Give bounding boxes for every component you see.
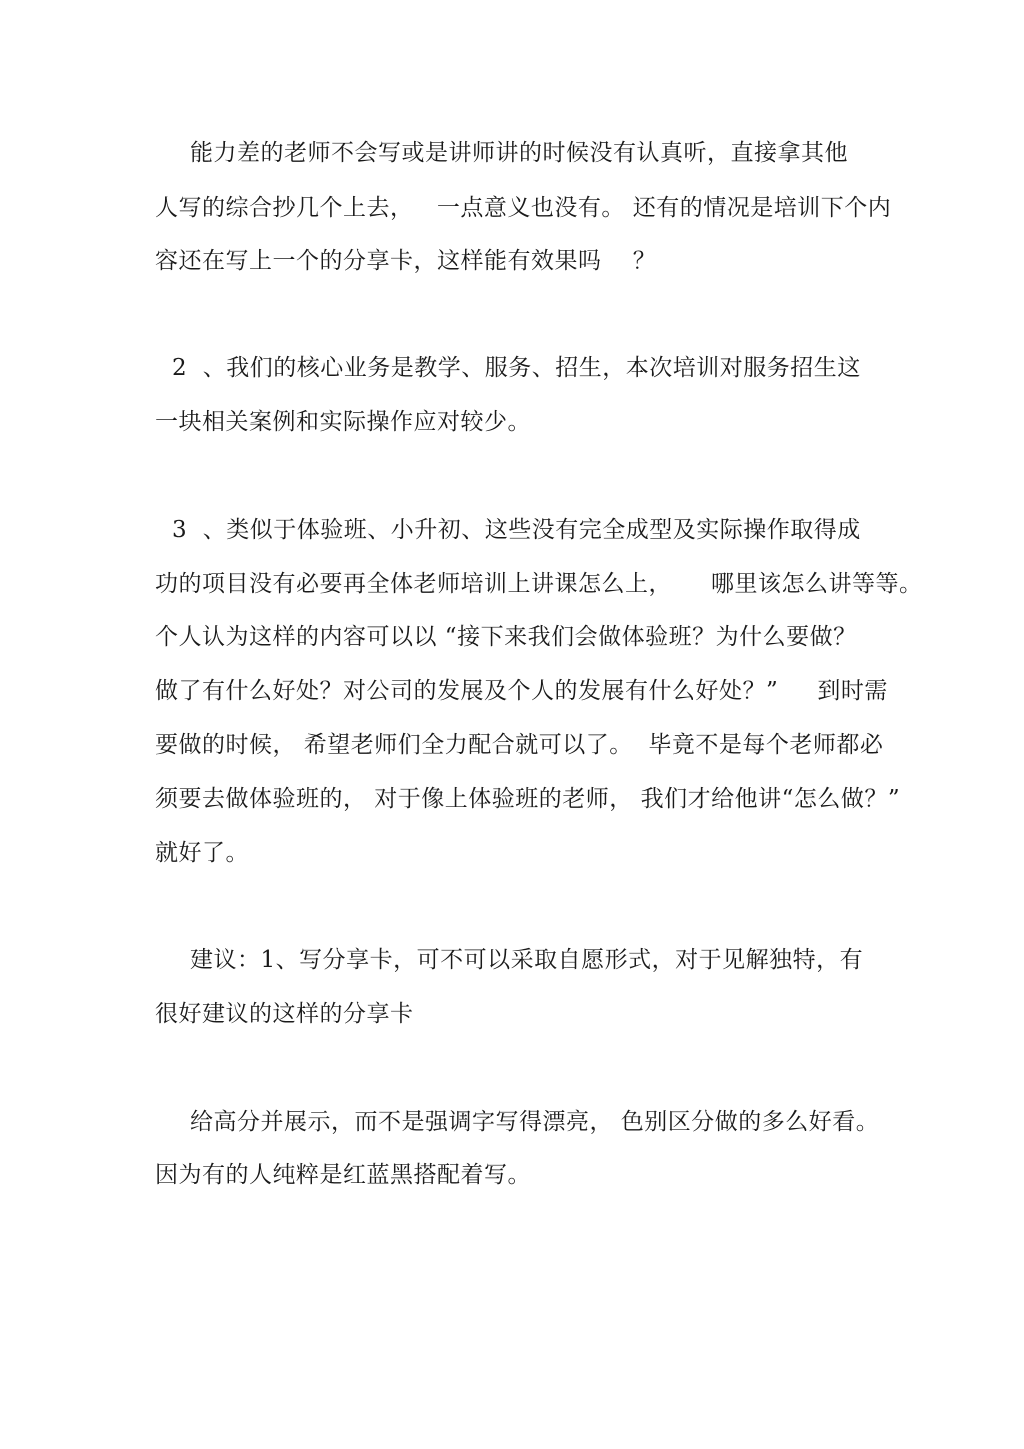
paragraph-3-line-7: 就好了。 [155,840,249,866]
paragraph-3-line-1: 3 、类似于体验班、小升初、这些没有完全成型及实际操作取得成 [172,517,861,543]
paragraph-3-line-3: 个人认为这样的内容可以以 “接下来我们会做体验班？为什么要做？ [155,624,857,650]
paragraph-3-line-6: 须要去做体验班的， 对于像上体验班的老师， 我们才给他讲“怎么做？” [155,786,901,812]
paragraph-5-line-1: 给高分并展示，而不是强调字写得漂亮， 色别区分做的多么好看。 [190,1109,880,1135]
paragraph-3-line-5: 要做的时候， 希望老师们全力配合就可以了。 毕竟不是每个老师都必 [155,732,884,758]
paragraph-1-line-2: 人写的综合抄几个上去， 一点意义也没有。 还有的情况是培训下个内 [155,195,892,221]
paragraph-3-line-4: 做了有什么好处？对公司的发展及个人的发展有什么好处？” 到时需 [155,678,888,704]
paragraph-1-line-3: 容还在写上一个的分享卡，这样能有效果吗 ？ [155,248,657,274]
paragraph-4-line-2: 很好建议的这样的分享卡 [155,1001,414,1027]
paragraph-2-line-2: 一块相关案例和实际操作应对较少。 [155,409,531,435]
paragraph-2-line-1: 2 、我们的核心业务是教学、服务、招生，本次培训对服务招生这 [172,355,861,381]
paragraph-5-line-2: 因为有的人纯粹是红蓝黑搭配着写。 [155,1162,531,1188]
paragraph-4-line-1: 建议：1、写分享卡，可不可以采取自愿形式，对于见解独特，有 [190,947,864,973]
paragraph-1-line-1: 能力差的老师不会写或是讲师讲的时候没有认真听，直接拿其他 [190,140,848,166]
paragraph-3-line-2: 功的项目没有必要再全体老师培训上讲课怎么上， 哪里该怎么讲等等。 [155,571,923,597]
